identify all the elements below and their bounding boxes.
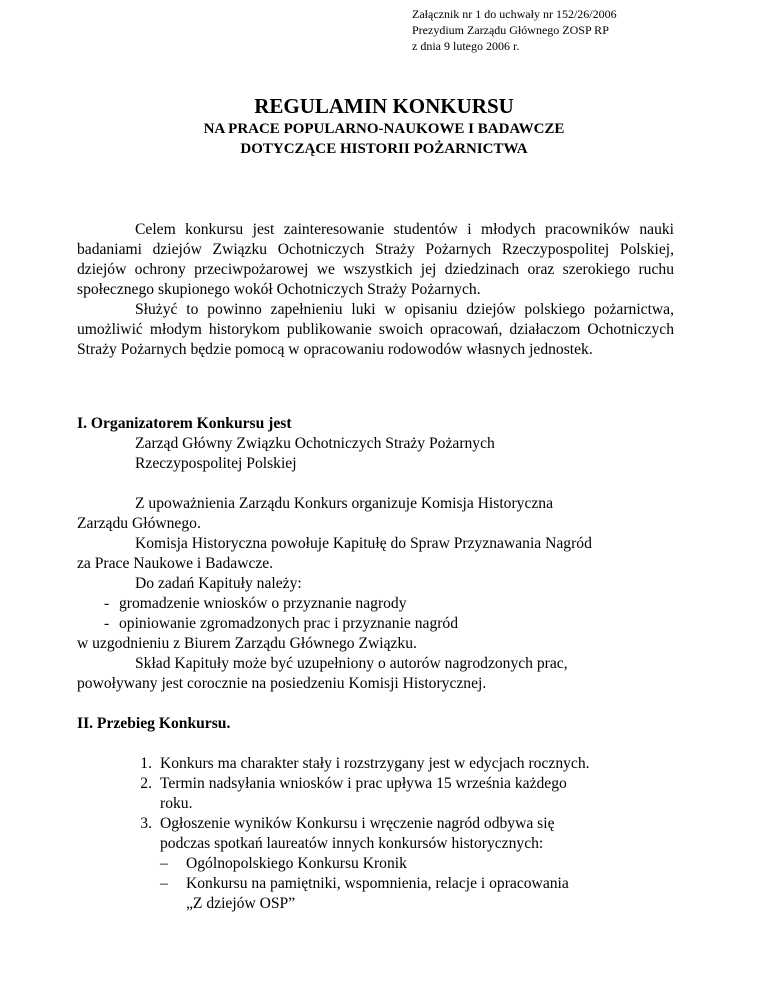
intro-text: Celem konkursu jest zainteresowanie studentów i młodych pracowników nauki badaniami dziejów Związku Ochotniczych Straży Pożarnych Rzeczypospolitej Polskiej, dziejów ochrony przeciwpożarowej we wszystkich jej dziedzinach oraz szerokiego ruchu społecznego skupionego wokół Ochotniczych Straży Pożarnych. — [77, 221, 674, 298]
dash-marker: – — [160, 855, 168, 872]
dash-marker: – — [160, 875, 168, 892]
document-subtitle: DOTYCZĄCE HISTORII POŻARNICTWA — [240, 141, 528, 157]
section-heading: I. Organizatorem Konkursu jest — [77, 415, 292, 432]
annex-line: Załącznik nr 1 do uchwały nr 152/26/2006 — [412, 7, 617, 21]
document-subtitle: NA PRACE POPULARNO-NAUKOWE I BADAWCZE — [203, 121, 565, 137]
list-item: podczas spotkań laureatów innych konkursów historycznych: — [160, 835, 544, 852]
bullet-marker: - — [104, 595, 110, 612]
section-heading: II. Przebieg Konkursu. — [77, 715, 231, 732]
sub-list-item: Konkursu na pamiętniki, wspomnienia, relacje i opracowania — [186, 875, 569, 892]
text-line: w uzgodnieniu z Biurem Zarządu Głównego Związku. — [77, 635, 417, 652]
list-item: roku. — [160, 795, 193, 812]
organizer-line: Rzeczypospolitej Polskiej — [135, 455, 297, 472]
text-line: Skład Kapituły może być uzupełniony o autorów nagrodzonych prac, — [135, 655, 568, 672]
text-line: powoływany jest corocznie na posiedzeniu Komisji Historycznej. — [77, 675, 487, 692]
list-item: Konkurs ma charakter stały i rozstrzygany jest w edycjach rocznych. — [160, 755, 590, 772]
list-number: 3. — [140, 815, 152, 832]
list-item: Ogłoszenie wyników Konkursu i wręczenie nagród odbywa się — [160, 815, 555, 832]
annex-note — [412, 6, 617, 54]
annex-line: z dnia 9 lutego 2006 r. — [412, 39, 520, 53]
text-line: za Prace Naukowe i Badawcze. — [77, 555, 274, 572]
text-line: Do zadań Kapituły należy: — [135, 575, 302, 592]
text-line: Komisja Historyczna powołuje Kapitułę do Spraw Przyznawania Nagród — [135, 535, 592, 552]
sub-list-item: Ogólnopolskiego Konkursu Kronik — [186, 855, 407, 872]
text-line: Z upoważnienia Zarządu Konkurs organizuje Komisja Historyczna — [135, 495, 554, 512]
list-item: Termin nadsyłania wniosków i prac upływa 15 września każdego — [160, 775, 567, 792]
annex-line: Prezydium Zarządu Głównego ZOSP RP — [412, 23, 609, 37]
bullet-item: gromadzenie wniosków o przyznanie nagrody — [119, 595, 407, 612]
bullet-marker: - — [104, 615, 110, 632]
list-number: 2. — [140, 775, 152, 792]
intro-paragraph — [77, 220, 674, 360]
text-line: Zarządu Głównego. — [77, 515, 201, 532]
bullet-item: opiniowanie zgromadzonych prac i przyznanie nagród — [119, 615, 459, 632]
sub-list-item: „Z dziejów OSP” — [186, 895, 296, 912]
document-title: REGULAMIN KONKURSU — [254, 94, 514, 118]
organizer-line: Zarząd Główny Związku Ochotniczych Straży Pożarnych — [135, 435, 495, 452]
intro-text: Służyć to powinno zapełnieniu luki w opisaniu dziejów polskiego pożarnictwa, umożliwić młodym historykom publikowanie swoich opracowań, działaczom Ochotniczych Straży Pożarnych będzie pomocą w opracowaniu rodowodów własnych jednostek. — [77, 301, 674, 358]
list-number: 1. — [140, 755, 152, 772]
